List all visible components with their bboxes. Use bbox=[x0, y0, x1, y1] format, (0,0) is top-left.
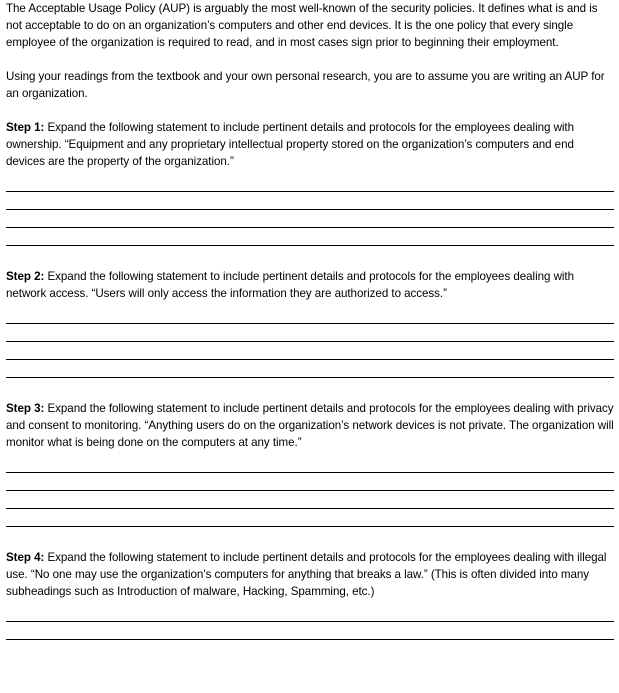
step-1-text: Expand the following statement to include pertinent details and protocols for the employees dealing with ownership. “Equipment and any proprietary intellectual property stored on the organization’s computers and end devices are the property of the organization.” bbox=[6, 121, 574, 168]
step-2-paragraph bbox=[6, 268, 614, 302]
step-3-paragraph bbox=[6, 400, 614, 451]
instruction-paragraph: Using your readings from the textbook and your own personal research, you are to assume you are writing an AUP for an organization. bbox=[6, 70, 605, 100]
answer-line[interactable] bbox=[6, 473, 614, 491]
step-1-answer-lines bbox=[6, 174, 614, 246]
step-4-paragraph bbox=[6, 549, 614, 600]
answer-line[interactable] bbox=[6, 210, 614, 228]
answer-line[interactable] bbox=[6, 455, 614, 473]
answer-line[interactable] bbox=[6, 604, 614, 622]
answer-line[interactable] bbox=[6, 622, 614, 640]
step-1-label: Step 1: bbox=[6, 121, 45, 134]
step-4-text: Expand the following statement to include pertinent details and protocols for the employees dealing with illegal use. “No one may use the organization’s computers for anything that breaks a law.” (This is often divided into many subheadings such as Introduction of malware, Hacking, Spamming, etc.) bbox=[6, 551, 607, 598]
step-3-answer-lines bbox=[6, 455, 614, 527]
answer-line[interactable] bbox=[6, 324, 614, 342]
step-3-text: Expand the following statement to include pertinent details and protocols for the employees dealing with privacy and consent to monitoring. “Anything users do on the organization’s network devices is not private. The organization will monitor what is being done on the computers at any time.” bbox=[6, 402, 614, 449]
answer-line[interactable] bbox=[6, 342, 614, 360]
answer-line[interactable] bbox=[6, 360, 614, 378]
answer-line[interactable] bbox=[6, 174, 614, 192]
answer-line[interactable] bbox=[6, 509, 614, 527]
step-4-label: Step 4: bbox=[6, 551, 45, 564]
answer-line[interactable] bbox=[6, 228, 614, 246]
step-1-paragraph bbox=[6, 119, 614, 170]
step-2-label: Step 2: bbox=[6, 270, 45, 283]
answer-line[interactable] bbox=[6, 306, 614, 324]
step-2-answer-lines bbox=[6, 306, 614, 378]
answer-line[interactable] bbox=[6, 491, 614, 509]
document-page bbox=[6, 0, 614, 640]
step-4-answer-lines bbox=[6, 604, 614, 640]
step-2-text: Expand the following statement to include pertinent details and protocols for the employees dealing with network access. “Users will only access the information they are authorized to access.” bbox=[6, 270, 574, 300]
intro-paragraph: The Acceptable Usage Policy (AUP) is arguably the most well-known of the security policies. It defines what is and is not acceptable to do on an organization’s computers and other end devices. It is the one policy that every single employee of the organization is required to read, and in most cases sign prior to beginning their employment. bbox=[6, 2, 598, 49]
answer-line[interactable] bbox=[6, 192, 614, 210]
step-3-label: Step 3: bbox=[6, 402, 45, 415]
